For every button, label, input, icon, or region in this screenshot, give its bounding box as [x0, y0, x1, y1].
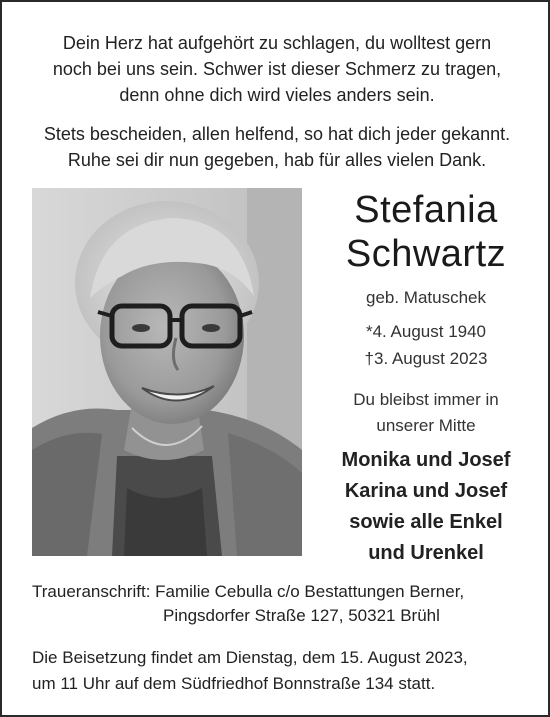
portrait-photo: [32, 188, 302, 556]
mourner-line: und Urenkel: [368, 542, 484, 564]
mourner-line: Monika und Josef: [341, 449, 511, 471]
funeral-details: [32, 645, 468, 697]
mourning-address: [32, 580, 464, 628]
poem-line: noch bei uns sein. Schwer ist dieser Schmerz zu tragen,: [52, 59, 502, 79]
remembrance-line: Du bleibst immer in: [353, 390, 499, 409]
first-name: Stefania: [354, 189, 498, 231]
address-line-1: Traueranschrift: Familie Cebulla c/o Bestattungen Berner,: [32, 582, 465, 601]
poem-line: Dein Herz hat aufgehört zu schlagen, du wolltest gern: [62, 33, 492, 53]
last-name: Schwartz: [345, 233, 507, 275]
mourner-line: Karina und Josef: [344, 480, 508, 502]
poem-stanza-1: [2, 30, 550, 108]
poem-stanza-2: [2, 121, 550, 173]
deceased-name: [302, 188, 550, 276]
birth-date: *4. August 1940: [365, 322, 487, 341]
life-dates: [302, 318, 550, 372]
mourners-list: [302, 445, 550, 569]
poem-line: denn ohne dich wird vieles anders sein.: [119, 85, 435, 105]
funeral-line-2: um 11 Uhr auf dem Südfriedhof Bonnstraße 134 statt.: [32, 674, 436, 693]
address-line-2: Pingsdorfer Straße 127, 50321 Brühl: [163, 606, 440, 625]
funeral-line-1: Die Beisetzung findet am Dienstag, dem 15. August 2023,: [32, 648, 468, 667]
poem-line: Stets bescheiden, allen helfend, so hat dich jeder gekannt.: [43, 124, 511, 144]
mourner-line: sowie alle Enkel: [349, 511, 503, 533]
birth-name: geb. Matuschek: [365, 288, 486, 307]
remembrance-line: unserer Mitte: [376, 416, 476, 435]
remembrance-text: [302, 387, 550, 439]
death-date: †3. August 2023: [364, 349, 488, 368]
poem-line: Ruhe sei dir nun gegeben, hab für alles vielen Dank.: [67, 150, 487, 170]
